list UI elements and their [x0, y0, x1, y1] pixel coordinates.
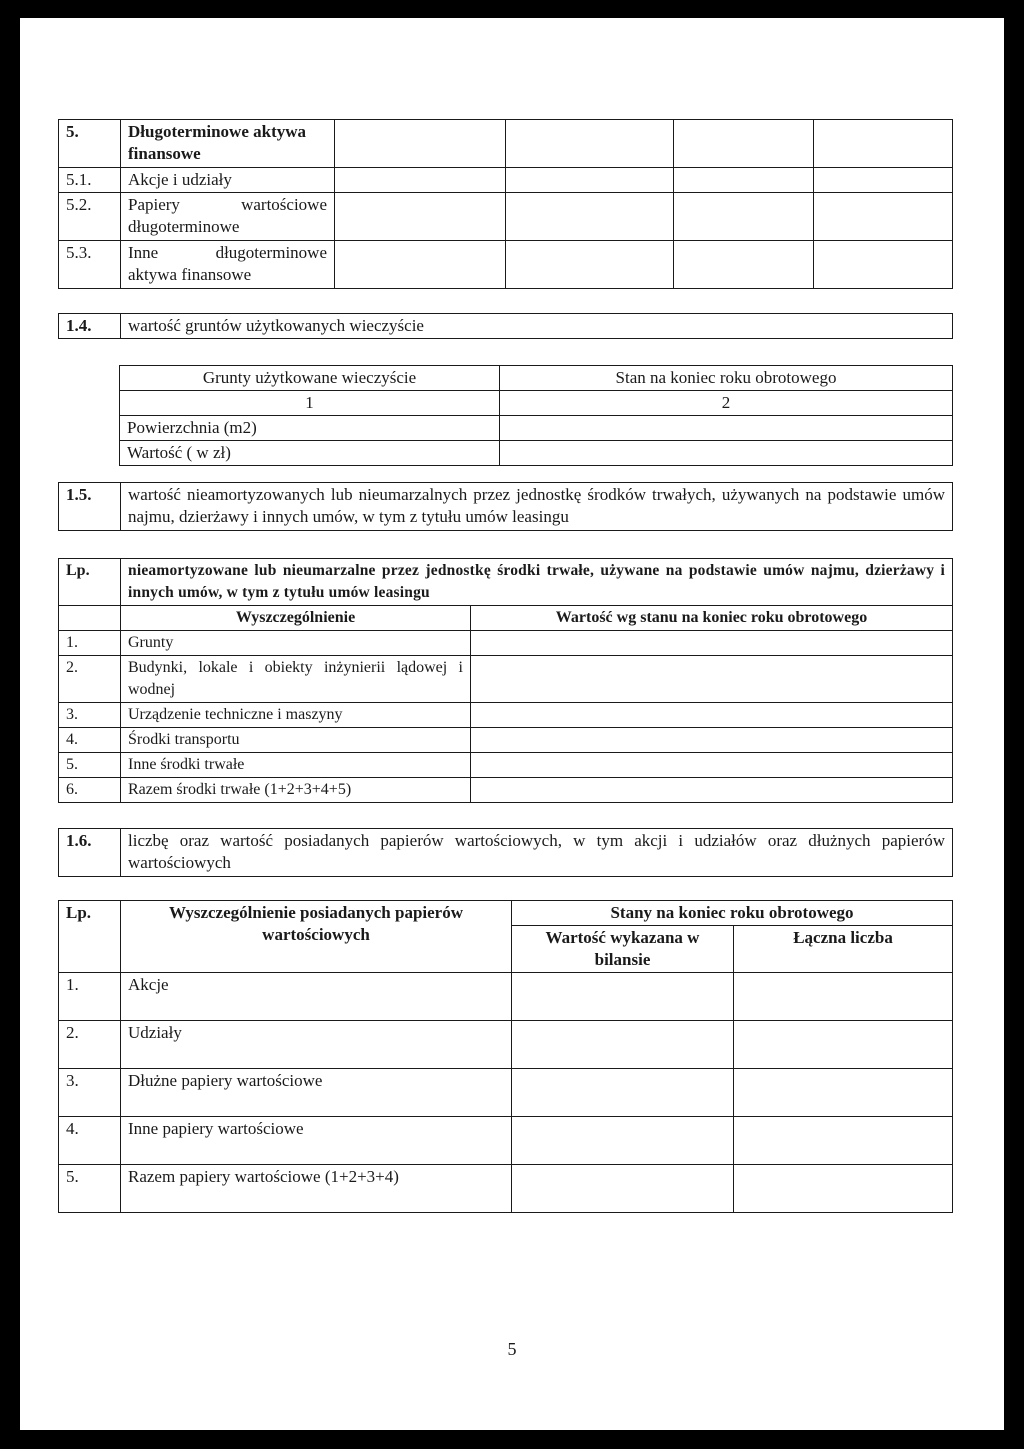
document-page: [20, 18, 1004, 1430]
column-header: Łączna liczba: [734, 926, 953, 973]
table-row: [59, 1117, 953, 1165]
row-label: Inne papiery wartościowe: [121, 1117, 512, 1165]
column-header: Wartość wykazana w bilansie: [512, 926, 734, 973]
row-label: Wartość ( w zł): [120, 441, 500, 466]
row-label: Budynki, lokale i obiekty inżynierii lądowej i wodnej: [121, 656, 471, 703]
value-cell: [512, 973, 734, 1021]
row-label: Akcje i udziały: [121, 168, 335, 193]
value-cell: [512, 1021, 734, 1069]
table-row: [59, 703, 953, 728]
value-cell: [506, 193, 674, 241]
table-row: [59, 973, 953, 1021]
row-label: Akcje: [121, 973, 512, 1021]
column-header: Wyszczególnienie: [121, 606, 471, 631]
value-cell: [500, 416, 953, 441]
table-row: [59, 901, 953, 926]
value-cell: [512, 1069, 734, 1117]
row-label: Urządzenie techniczne i maszyny: [121, 703, 471, 728]
column-header: Wyszczególnienie posiadanych papierów wartościowych: [121, 901, 512, 973]
value-cell: [512, 1117, 734, 1165]
section-title: liczbę oraz wartość posiadanych papierów wartościowych, w tym akcji i udziałów oraz dłużnych papierów wartościowych: [121, 829, 953, 877]
row-label: Powierzchnia (m2): [120, 416, 500, 441]
value-cell: [335, 193, 506, 241]
section-number: 1.6.: [59, 829, 121, 877]
value-cell: [734, 1117, 953, 1165]
perpetual-usufruct-table: [119, 365, 953, 466]
row-number: 5.: [59, 120, 121, 168]
value-cell: [814, 168, 953, 193]
value-cell: [734, 1021, 953, 1069]
value-cell: [506, 241, 674, 289]
table-row: [59, 120, 953, 168]
section-1-4-heading: [58, 313, 953, 339]
value-cell: [506, 120, 674, 168]
column-index: 1: [120, 391, 500, 416]
row-label: Dłużne papiery wartościowe: [121, 1069, 512, 1117]
row-number: 4.: [59, 728, 121, 753]
table-row: [59, 1069, 953, 1117]
value-cell: [674, 120, 814, 168]
value-cell: [734, 1069, 953, 1117]
table-row: [120, 391, 953, 416]
table-row: [59, 168, 953, 193]
table-row: [59, 753, 953, 778]
table-row: [59, 314, 953, 339]
leased-fixed-assets-table: [58, 558, 953, 803]
row-label: Razem środki trwałe (1+2+3+4+5): [121, 778, 471, 803]
value-cell: [814, 241, 953, 289]
value-cell: [814, 193, 953, 241]
row-number: 4.: [59, 1117, 121, 1165]
value-cell: [500, 441, 953, 466]
section-1-6-heading: [58, 828, 953, 877]
row-number: 1.: [59, 631, 121, 656]
value-cell: [471, 656, 953, 703]
table-row: [59, 559, 953, 606]
value-cell: [471, 778, 953, 803]
value-cell: [335, 120, 506, 168]
table-row: [59, 728, 953, 753]
section-title: wartość gruntów użytkowanych wieczyście: [121, 314, 953, 339]
row-label: Grunty: [121, 631, 471, 656]
section-number: 1.5.: [59, 483, 121, 531]
row-label: Długoterminowe aktywa finansowe: [121, 120, 335, 168]
value-cell: [814, 120, 953, 168]
row-number: 5.3.: [59, 241, 121, 289]
table-row: [120, 366, 953, 391]
lp-header: Lp.: [59, 901, 121, 973]
section-title: wartość nieamortyzowanych lub nieumarzalnych przez jednostkę środków trwałych, używanych na podstawie umów najmu, dzierżawy i innych umów, w tym z tytułu umów leasingu: [121, 483, 953, 531]
row-number: 2.: [59, 656, 121, 703]
value-cell: [335, 168, 506, 193]
row-label: Inne środki trwałe: [121, 753, 471, 778]
column-header: Wartość wg stanu na koniec roku obrotowego: [471, 606, 953, 631]
row-label: Inne długoterminowe aktywa finansowe: [121, 241, 335, 289]
value-cell: [674, 241, 814, 289]
group-header: Stany na koniec roku obrotowego: [512, 901, 953, 926]
value-cell: [335, 241, 506, 289]
table-row: [59, 656, 953, 703]
row-label: Razem papiery wartościowe (1+2+3+4): [121, 1165, 512, 1213]
table-row: [59, 1021, 953, 1069]
value-cell: [471, 703, 953, 728]
row-number: 5.: [59, 753, 121, 778]
table-row: [59, 483, 953, 531]
column-header: Grunty użytkowane wieczyście: [120, 366, 500, 391]
value-cell: [512, 1165, 734, 1213]
lp-header: Lp.: [59, 559, 121, 606]
row-number: 3.: [59, 1069, 121, 1117]
row-label: Udziały: [121, 1021, 512, 1069]
section-number: 1.4.: [59, 314, 121, 339]
section-1-5-heading: [58, 482, 953, 531]
value-cell: [734, 973, 953, 1021]
row-number: 1.: [59, 973, 121, 1021]
row-number: 6.: [59, 778, 121, 803]
value-cell: [674, 193, 814, 241]
blank-cell: [59, 606, 121, 631]
row-number: 3.: [59, 703, 121, 728]
table-row: [59, 631, 953, 656]
row-number: 5.2.: [59, 193, 121, 241]
securities-table: [58, 900, 953, 1213]
row-number: 5.: [59, 1165, 121, 1213]
long-term-financial-assets-table: [58, 119, 953, 289]
value-cell: [471, 728, 953, 753]
table-row: [59, 606, 953, 631]
table-row: [120, 416, 953, 441]
column-index: 2: [500, 391, 953, 416]
value-cell: [734, 1165, 953, 1213]
table-row: [59, 778, 953, 803]
row-number: 2.: [59, 1021, 121, 1069]
row-label: Środki transportu: [121, 728, 471, 753]
table-row: [59, 1165, 953, 1213]
table-row: [59, 241, 953, 289]
table-row: [59, 193, 953, 241]
value-cell: [674, 168, 814, 193]
table-row: [120, 441, 953, 466]
row-number: 5.1.: [59, 168, 121, 193]
value-cell: [506, 168, 674, 193]
page-number: 5: [507, 1339, 517, 1359]
row-label: Papiery wartościowe długoterminowe: [121, 193, 335, 241]
table-title: nieamortyzowane lub nieumarzalne przez jednostkę środki trwałe, używane na podstawie umów najmu, dzierżawy i innych umów, w tym z tytułu umów leasingu: [121, 559, 953, 606]
value-cell: [471, 753, 953, 778]
table-row: [59, 829, 953, 877]
column-header: Stan na koniec roku obrotowego: [500, 366, 953, 391]
value-cell: [471, 631, 953, 656]
